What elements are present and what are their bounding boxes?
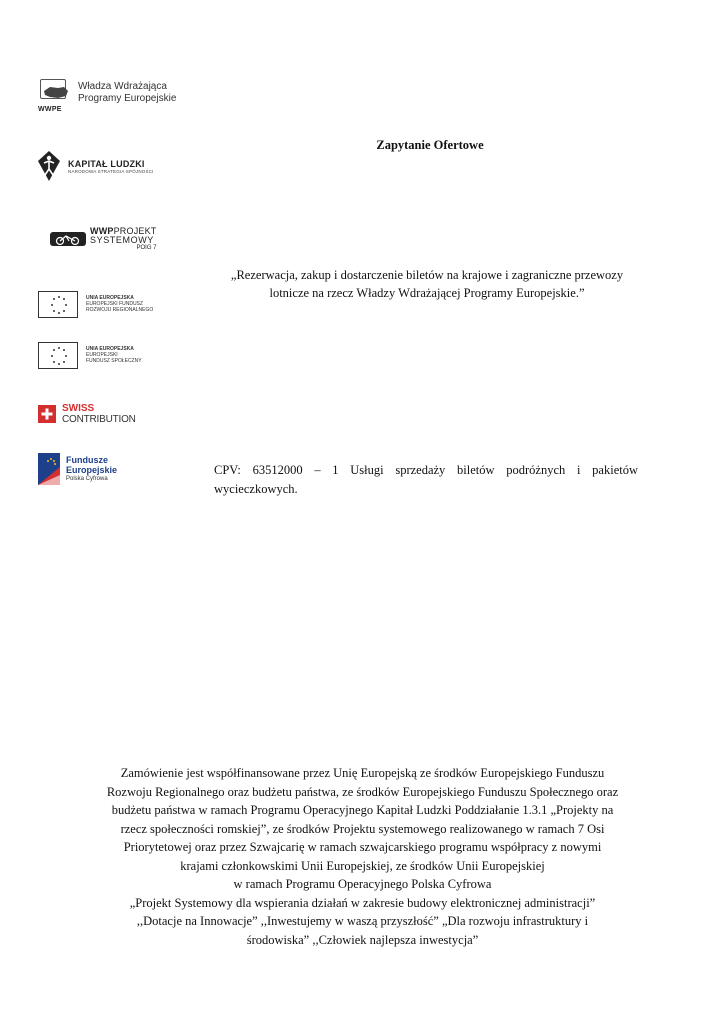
cpv-code: CPV: 63512000 – 1 Usługi sprzedaży biletów podróżnych i pakietów wycieczkowych.: [214, 463, 638, 496]
swiss-line2: CONTRIBUTION: [62, 414, 136, 425]
kl-subtitle: NARODOWA STRATEGIA SPÓJNOŚCI: [68, 168, 154, 174]
cyclist-icon: [50, 230, 86, 248]
footer-line: ,,Dotacje na Innowacje” ,,Inwestujemy w waszą przyszłość” „Dla rozwoju infrastruktury i: [136, 914, 589, 928]
wwp-thin: ROJEKT: [119, 225, 157, 236]
swiss-line1: SWISS: [62, 403, 95, 414]
footer-line: Rozwoju Regionalnego oraz budżetu państwa, ze środków Europejskiego Funduszu Społecznego oraz: [106, 784, 619, 799]
eu1-line1: UNIA EUROPEJSKA: [86, 295, 134, 301]
eu1-line3: ROZWOJU REGIONALNEGO: [86, 307, 154, 313]
footer-line: „Projekt Systemowy dla wspierania działań w zakresie budowy elektronicznej administracji”: [129, 895, 596, 910]
eu-flag-icon: [38, 291, 78, 318]
footer-line: budżetu państwa w ramach Programu Operacyjnego Kapitał Ludzki Poddziałanie 1.3.1 „Projekty na: [111, 803, 614, 817]
eu2-line1: UNIA EUROPEJSKA: [86, 346, 134, 352]
wwpe-name-line1: Władza Wdrażająca: [78, 81, 167, 92]
eu2-line2: EUROPEJSKI: [86, 352, 118, 358]
footer-line: krajami członkowskimi Unii Europejskiej, ze środków Unii Europejskiej: [180, 858, 545, 873]
eu-regional-logo: [38, 290, 153, 318]
fe-line1: Fundusze: [66, 455, 108, 465]
poland-map-icon: WWPE: [38, 79, 70, 113]
funding-statement: [50, 764, 675, 949]
human-figure-icon: [38, 151, 60, 181]
document-subject: „Rezerwacja, zakup i dostarczenie biletów na krajowe i zagraniczne przewozy lotnicze na rzecz Władzy Wdrażającej Programy Europejskie.”: [230, 268, 624, 300]
wwp-projekt-logo: WWPPROJEKT SYSTEMOWY POIG 7: [50, 226, 157, 252]
document-title: Zapytanie Ofertowe: [376, 138, 484, 152]
eu-flag-icon: [38, 342, 78, 369]
eu2-line3: FUNDUSZ SPOŁECZNY: [86, 358, 142, 364]
wwp-bold: WWP: [90, 225, 114, 236]
footer-line: Priorytetowej oraz przez Szwajcarię w ramach szwajcarskiego programu współpracy z nowymi: [123, 840, 602, 854]
eu-social-logo: [38, 341, 142, 369]
footer-line: środowiska” ,,Człowiek najlepsza inwestycja”: [246, 932, 479, 947]
eu-funds-icon: [38, 453, 60, 485]
fe-line3: Polska Cyfrowa: [66, 476, 108, 482]
kl-title: KAPITAŁ LUDZKI: [68, 158, 145, 169]
swiss-cross-icon: [38, 405, 56, 423]
wwp-systemowy: SYSTEMOWY: [90, 234, 154, 245]
kapital-ludzki-logo: [38, 150, 154, 182]
footer-line: Zamówienie jest współfinansowane przez Unię Europejską ze środków Europejskiego Funduszu: [120, 766, 605, 780]
fundusze-europejskie-logo: [38, 452, 117, 486]
fe-line2: Europejskie: [66, 465, 118, 475]
footer-line: w ramach Programu Operacyjnego Polska Cyfrowa: [233, 877, 492, 891]
swiss-contribution-logo: [38, 402, 136, 426]
wwp-poig: POIG 7: [136, 244, 157, 251]
wwpe-name-line2: Programy Europejskie: [78, 93, 177, 104]
wwpe-logo: [38, 78, 176, 114]
footer-line: rzecz społeczności romskiej”, ze środków Projektu systemowego realizowanego w ramach 7 Osi: [120, 821, 605, 836]
eu1-line2: EUROPEJSKI FUNDUSZ: [86, 301, 143, 307]
